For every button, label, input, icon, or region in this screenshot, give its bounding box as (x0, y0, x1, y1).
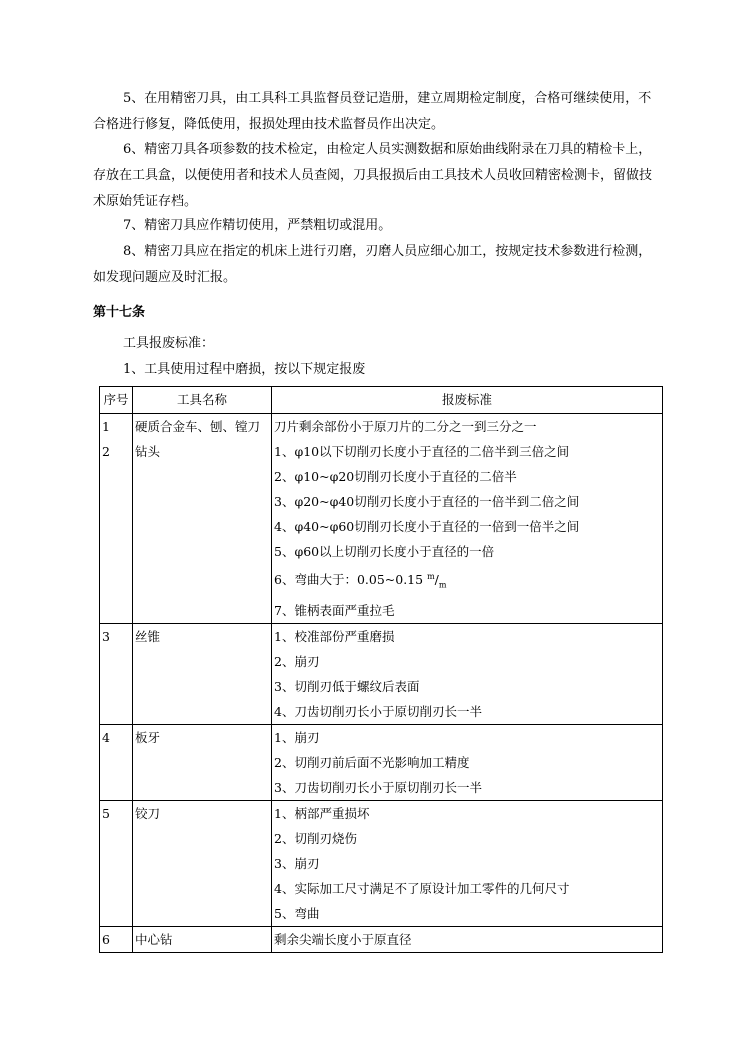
criteria-item: 2、切削刃前后面不光影响加工精度 (274, 754, 470, 770)
header-index: 序号 (100, 387, 133, 414)
tool-name: 铰刀 (133, 800, 272, 926)
paragraph-7: 7、精密刀具应作精切使用，严禁粗切或混用。 (123, 218, 392, 233)
tool-name: 中心钻 (133, 926, 272, 952)
criteria-item: 4、实际加工尺寸满足不了原设计加工零件的几何尺寸 (274, 880, 570, 896)
unit-denominator: m (438, 580, 447, 590)
criteria-item: 3、切削刃低于螺纹后表面 (274, 678, 420, 694)
table-row (100, 926, 663, 952)
row-index: 5 (100, 800, 133, 926)
criteria-cell (272, 623, 663, 724)
paragraph-6: 6、精密刀具各项参数的技术检定，由检定人员实测数据和原始曲线附录在刀具的精检卡上，存放在工具盒，以便使用者和技术人员查阅，刀具报损后由工具技术人员收回精密检测卡，留做技术原始凭证存档。 (93, 142, 653, 209)
table-row (100, 800, 663, 926)
criteria-item: 3、刀齿切削刃长小于原切削刃长一半 (274, 779, 482, 795)
scrap-standard-intro: 工具报废标准： (123, 336, 215, 351)
criteria-item: 刀片剩余部份小于原刀片的二分之一到三分之一 (274, 419, 537, 434)
paragraph-5: 5、在用精密刀具，由工具科工具监督员登记造册，建立周期检定制度，合格可继续使用，不合格进行修复，降低使用，报损处理由技术监督员作出决定。 (93, 91, 652, 132)
criteria-item: 剩余尖端长度小于原直径 (274, 931, 412, 947)
criteria-item: 5、φ60以上切削刃长度小于直径的一倍 (274, 544, 495, 559)
criteria-cell (272, 926, 663, 952)
tool-name: 丝锥 (133, 623, 272, 724)
criteria-item: 4、刀齿切削刃长小于原切削刃长一半 (274, 703, 482, 719)
criteria-item: 1、崩刃 (274, 729, 320, 745)
table-row (100, 623, 663, 724)
criteria-item-text: 6、弯曲大于：0.05~0.15 (274, 572, 424, 588)
criteria-item: 4、φ40~φ60切削刃长度小于直径的一倍到一倍半之间 (274, 519, 580, 534)
table-row (100, 724, 663, 800)
criteria-item: 7、锥柄表面严重拉毛 (274, 602, 395, 618)
row-index: 2 (102, 444, 110, 459)
criteria-item: 1、柄部严重损坏 (274, 805, 370, 821)
criteria-item: 2、崩刃 (274, 653, 320, 669)
unit-numerator: m (427, 572, 435, 581)
criteria-item: 3、崩刃 (274, 855, 320, 871)
criteria-item-bend: 6、弯曲大于：0.05~0.15 $^m/_m$ (274, 572, 447, 590)
header-criteria: 报废标准 (272, 387, 663, 414)
row-index-cell (100, 414, 133, 624)
criteria-cell (272, 414, 663, 624)
paragraph-8: 8、精密刀具应在指定的机床上进行刃磨，刃磨人员应细心加工，按规定技术参数进行检测，如发现问题应及时汇报。 (93, 244, 652, 285)
criteria-item: 2、切削刃烧伤 (274, 830, 357, 846)
row-index: 4 (100, 724, 133, 800)
criteria-item: 5、弯曲 (274, 905, 320, 921)
criteria-cell (272, 800, 663, 926)
tool-name: 钻头 (135, 444, 161, 459)
row-index: 6 (100, 926, 133, 952)
row-index: 3 (100, 623, 133, 724)
table-header-row (100, 387, 663, 414)
scrap-standard-subtitle: 1、工具使用过程中磨损，按以下规定报废 (123, 362, 366, 377)
table-row (100, 414, 663, 624)
scrap-standard-table (99, 386, 663, 953)
criteria-item: 1、φ10以下切削刃长度小于直径的二倍半到三倍之间 (274, 444, 570, 459)
row-index: 1 (102, 419, 110, 434)
criteria-item: 2、φ10~φ20切削刃长度小于直径的二倍半 (274, 469, 517, 484)
article-heading: 第十七条 (93, 305, 146, 320)
tool-name: 硬质合金车、刨、镗刀 (135, 419, 261, 434)
criteria-cell (272, 724, 663, 800)
criteria-item: 3、φ20~φ40切削刃长度小于直径的一倍半到二倍之间 (274, 494, 580, 509)
tool-name: 板牙 (133, 724, 272, 800)
header-tool-name: 工具名称 (133, 387, 272, 414)
criteria-item: 1、校准部份严重磨损 (274, 628, 395, 644)
tool-name-cell (133, 414, 272, 624)
